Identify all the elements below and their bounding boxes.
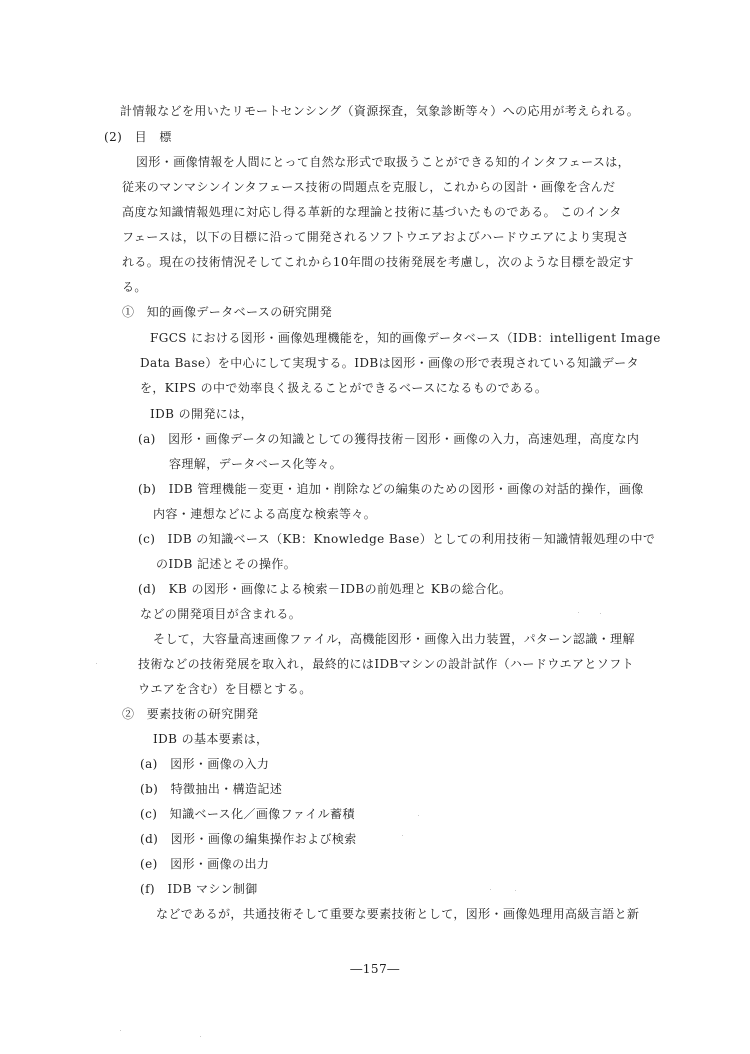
text-line: のIDB 記述とその操作。 bbox=[156, 557, 297, 571]
list-item: (e) 図形・画像の出力 bbox=[140, 857, 270, 871]
scan-speck bbox=[515, 890, 516, 891]
scan-speck bbox=[578, 612, 579, 613]
text-line: フェースは，以下の目標に沿って開発されるソフトウエアおよびハードウエアにより実現さ bbox=[122, 230, 629, 244]
list-item: (f) IDB マシン制御 bbox=[140, 882, 258, 896]
text-line: IDB の開発には， bbox=[150, 407, 253, 421]
text-line: FGCS における図形・画像処理機能を，知的画像データベース（IDB：intelligent Image bbox=[150, 331, 661, 345]
list-item: (b) IDB 管理機能－変更・追加・削除などの編集のための図形・画像の対話的操作，画像 bbox=[138, 482, 644, 496]
text-line: る。 bbox=[122, 280, 147, 294]
text-line: ウエアを含む）を目標とする。 bbox=[138, 682, 312, 696]
scan-speck bbox=[200, 1036, 201, 1037]
scan-speck bbox=[120, 1030, 121, 1031]
list-item: (c) IDB の知識ベース（KB：Knowledge Base）としての利用技術－知識情報処理の中で bbox=[138, 532, 656, 546]
section-heading: (2) 目 標 bbox=[104, 130, 172, 144]
scan-speck bbox=[402, 835, 403, 836]
list-item: (c) 知識ベース化／画像ファイル蓄積 bbox=[140, 807, 355, 821]
page-number: ―157― bbox=[350, 962, 400, 976]
text-line: 計情報などを用いたリモートセンシング（資源探査，気象診断等々）への応用が考えられる。 bbox=[120, 104, 640, 118]
text-line: 容理解，データベース化等々。 bbox=[169, 457, 343, 471]
scan-speck bbox=[490, 889, 491, 890]
list-item: (a) 図形・画像データの知識としての獲得技術－図形・画像の入力，高速処理，高度な内 bbox=[138, 432, 640, 446]
text-line: 高度な知識情報処理に対応し得る革新的な理論と技術に基づいたものである。 このインタ bbox=[122, 205, 622, 219]
scan-speck bbox=[96, 663, 97, 664]
text-line: 従来のマンマシンインタフェース技術の問題点を克服し，これからの図計・画像を含んだ bbox=[122, 180, 616, 194]
subsection-heading: ① 知的画像データベースの研究開発 bbox=[122, 305, 333, 319]
scan-speck bbox=[418, 815, 419, 816]
list-item: (d) KB の図形・画像による検索－IDBの前処理と KBの総合化。 bbox=[138, 582, 512, 596]
text-line: を，KIPS の中で効率良く扱えることができるベースになるものである。 bbox=[140, 381, 548, 395]
scan-speck bbox=[600, 613, 601, 614]
text-line: IDB の基本要素は， bbox=[153, 732, 269, 746]
list-item: (a) 図形・画像の入力 bbox=[140, 757, 270, 771]
list-item: (d) 図形・画像の編集操作および検索 bbox=[140, 832, 357, 846]
text-line: などの開発項目が含まれる。 bbox=[140, 607, 302, 621]
subsection-heading: ② 要素技術の研究開発 bbox=[122, 707, 259, 721]
text-line: そして，大容量高速画像ファイル，高機能図形・画像入出力装置，パターン認識・理解 bbox=[153, 632, 635, 646]
text-line: などであるが，共通技術そして重要な要素技術として，図形・画像処理用高級言語と新 bbox=[156, 907, 640, 921]
text-line: れる。現在の技術情況そしてこれから10年間の技術発展を考慮し，次のような目標を設定す bbox=[122, 255, 635, 269]
text-line: Data Base）を中心にして実現する。IDBは図形・画像の形で表現されている知識データ bbox=[140, 356, 639, 370]
text-line: 技術などの技術発展を取入れ，最終的にはIDBマシンの設計試作（ハードウエアとソフト bbox=[138, 657, 635, 671]
text-line: 図形・画像情報を人間にとって自然な形式で取扱うことができる知的インタフェースは， bbox=[136, 155, 631, 169]
list-item: (b) 特徴抽出・構造記述 bbox=[140, 782, 283, 796]
text-line: 内容・連想などによる高度な検索等々。 bbox=[153, 507, 377, 521]
